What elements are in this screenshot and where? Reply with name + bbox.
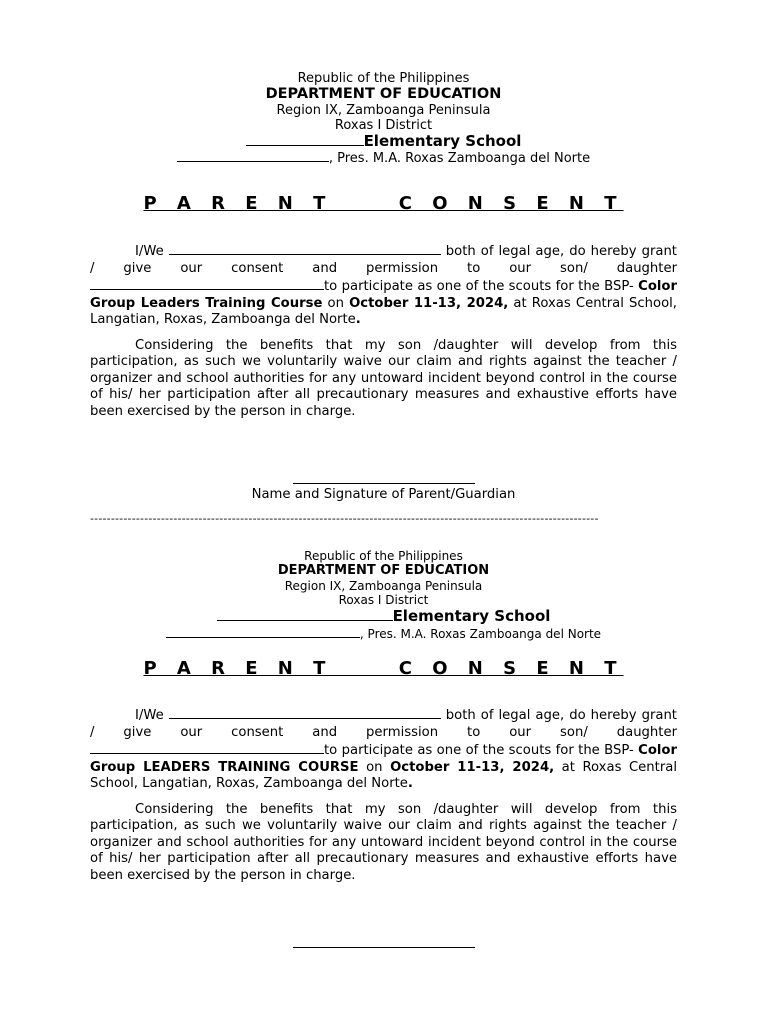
course-dates: October 11-13, 2024, bbox=[349, 295, 509, 311]
iwe-label: I/We bbox=[135, 708, 164, 723]
period: . bbox=[355, 312, 361, 327]
course-name: Color Group LEADERS TRAINING COURSE bbox=[90, 743, 677, 775]
signature-line[interactable] bbox=[293, 946, 475, 948]
form1-signature bbox=[90, 482, 677, 502]
republic-line: Republic of the Philippines bbox=[297, 71, 470, 86]
on-text: on bbox=[322, 295, 350, 311]
on-text: on bbox=[358, 759, 391, 775]
form2-paragraph-2: Considering the benefits that my son /daughter will develop from this participation, as such we voluntarily waive our claim and rights against the teacher / organizer and school authorities for any untoward incident beyond control in the course of his/ her participation after all precautionary measures and exhaustive efforts have been exercised by the person in charge. bbox=[90, 801, 677, 883]
district-line: Roxas I District bbox=[338, 593, 429, 607]
address-blank[interactable] bbox=[177, 149, 329, 162]
signature-line[interactable] bbox=[293, 482, 475, 484]
form2-title-wrap bbox=[90, 658, 677, 679]
form1-title-wrap bbox=[90, 193, 677, 214]
participation-text: to participate as one of the scouts for the BSP- bbox=[324, 743, 634, 758]
school-name-blank[interactable] bbox=[217, 608, 393, 621]
child-name-blank[interactable] bbox=[90, 277, 324, 290]
course-dates: October 11-13, 2024, bbox=[390, 759, 555, 775]
form1-paragraph-1 bbox=[90, 242, 677, 329]
address-suffix: , Pres. M.A. Roxas Zamboanga del Norte bbox=[359, 627, 602, 641]
form2-signature bbox=[90, 946, 677, 948]
school-line bbox=[90, 133, 677, 150]
consent-text: both of legal age, do hereby grant / give our consent and permission to our son/ daughter bbox=[90, 708, 677, 740]
department-line: DEPARTMENT OF EDUCATION bbox=[277, 563, 490, 578]
school-suffix: Elementary School bbox=[392, 607, 551, 625]
parent-name-blank[interactable] bbox=[169, 242, 441, 255]
form2-body bbox=[90, 706, 677, 884]
letterhead-2 bbox=[90, 549, 677, 641]
region-line: Region IX, Zamboanga Peninsula bbox=[276, 103, 491, 118]
course-name: Color Group Leaders Training Course bbox=[90, 279, 677, 311]
child-name-blank[interactable] bbox=[90, 741, 324, 754]
letterhead-1 bbox=[90, 71, 677, 166]
consent-text: both of legal age, do hereby grant / give our consent and permission to our son/ daughter bbox=[90, 244, 677, 276]
form2-paragraph-1 bbox=[90, 706, 677, 793]
cut-separator: -------------------------------------------------------------------------------------------------------------------------- bbox=[90, 512, 599, 525]
form1-paragraph-2: Considering the benefits that my son /daughter will develop from this participation, as such we voluntarily waive our claim and rights against the teacher / organizer and school authorities for any untoward incident beyond control in the course of his/ her participation after all precautionary measures and exhaustive efforts have been exercised by the person in charge. bbox=[90, 337, 677, 419]
school-suffix: Elementary School bbox=[363, 132, 522, 150]
address-blank[interactable] bbox=[166, 625, 360, 638]
participation-text: to participate as one of the scouts for the BSP- bbox=[324, 279, 634, 294]
venue-text: at Roxas Central School, Langatian, Roxas, Zamboanga del Norte bbox=[90, 295, 677, 327]
form1-title: P A R E N T C O N S E N T bbox=[143, 193, 624, 214]
parent-name-blank[interactable] bbox=[169, 706, 441, 719]
address-line bbox=[90, 625, 677, 641]
address-suffix: , Pres. M.A. Roxas Zamboanga del Norte bbox=[328, 151, 591, 166]
iwe-label: I/We bbox=[135, 244, 164, 259]
form1-body bbox=[90, 242, 677, 420]
region-line: Region IX, Zamboanga Peninsula bbox=[284, 579, 483, 593]
department-line: DEPARTMENT OF EDUCATION bbox=[265, 86, 502, 102]
period: . bbox=[407, 776, 413, 791]
signature-label: Name and Signature of Parent/Guardian bbox=[251, 487, 516, 502]
address-line bbox=[90, 149, 677, 166]
form2-title: P A R E N T C O N S E N T bbox=[143, 658, 624, 679]
school-name-blank[interactable] bbox=[246, 133, 364, 146]
district-line: Roxas I District bbox=[334, 118, 433, 133]
venue-text: at Roxas Central School, Langatian, Roxas, Zamboanga del Norte bbox=[90, 759, 677, 791]
school-line bbox=[90, 607, 677, 625]
republic-line: Republic of the Philippines bbox=[304, 549, 463, 563]
